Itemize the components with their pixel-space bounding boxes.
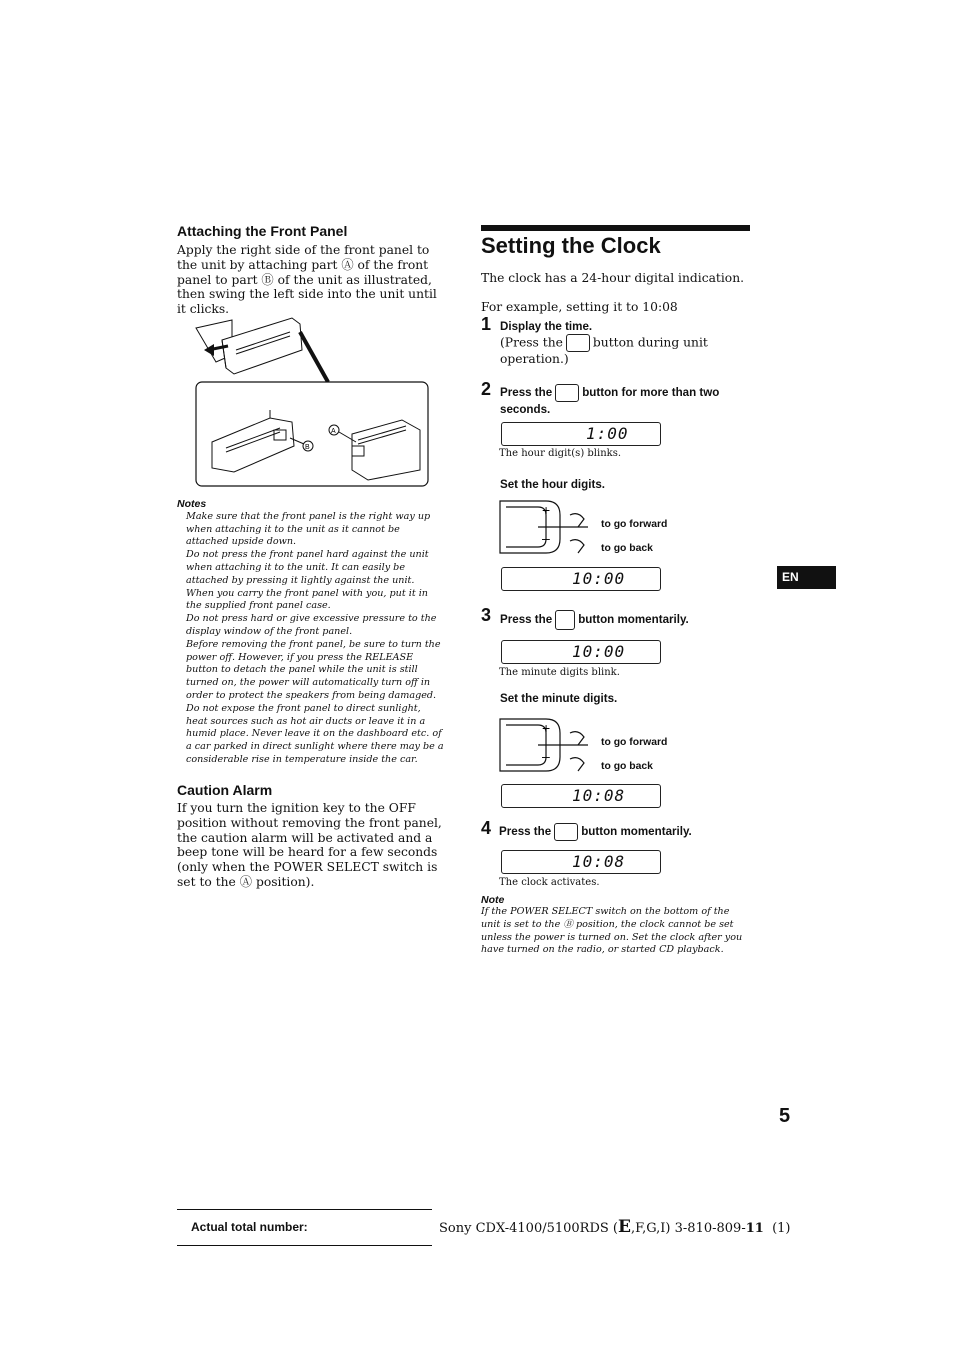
notes-block [177, 498, 445, 767]
forward-label: to go forward [601, 519, 668, 530]
note-item: When you carry the front panel with you, put it in the supplied front panel case. [186, 587, 428, 612]
notes-title: Notes [177, 498, 207, 510]
display-button-icon [555, 384, 579, 402]
note-item: Do not press the front panel hard against the unit when attaching it to the unit. It can easily be attached by pressing it lightly against the unit. [186, 549, 429, 586]
note-item: Do not expose the front panel to direct sunlight, heat sources such as hot air ducts or leave it in a humid place. Never leave it on the dashboard etc. of a car parked in direct sunlight where there may be a considerable rise in temperature inside the car. [186, 702, 444, 765]
step4-text-part: Press the [499, 825, 552, 839]
step1-detail [500, 334, 708, 367]
note-title: Note [481, 894, 505, 906]
model-text: Sony CDX-4100/5100RDS ( [439, 1221, 619, 1236]
step3-text [500, 610, 689, 630]
set-minute-label: Set the minute digits. [500, 692, 618, 705]
page-number: 5 [779, 1105, 791, 1127]
seek-control-icon [498, 715, 594, 775]
caption-activates: The clock activates. [499, 877, 600, 888]
step-number: 4 [481, 818, 492, 838]
enter-button-icon [555, 610, 575, 630]
lcd-display [501, 567, 661, 591]
page-title: Setting the Clock [481, 233, 661, 258]
lcd-display [501, 850, 661, 874]
note-body: If the POWER SELECT switch on the bottom of the unit is set to the Ⓑ position, the clock cannot be set unless the power is turned on. Set the clock after you have turned on the radio, or started CD playback. [481, 906, 743, 956]
lcd-digits: 10:08 [572, 852, 626, 871]
display-button-icon [566, 334, 590, 352]
step-number: 1 [481, 314, 492, 334]
language-tab [777, 566, 836, 589]
step3-text-part: button momentarily. [578, 613, 689, 627]
note-item: Before removing the front panel, be sure to turn the power off. However, if you press the RELEASE button to detach the panel while the unit is still turned on, the power will automatically turn off in order to protect the speakers from being damaged. [186, 638, 441, 701]
note-item: Do not press hard or give excessive pressure to the display window of the front panel. [186, 613, 437, 637]
step2-text-part: seconds. [500, 403, 551, 416]
attach-body: Apply the right side of the front panel to the unit by attaching part Ⓐ of the front panel to part Ⓑ of the unit as illustrated, then swing the left side into the unit until it clicks. [177, 243, 437, 317]
language-tab-label: EN [782, 570, 799, 584]
back-label: to go back [601, 543, 653, 554]
lcd-display [501, 784, 661, 808]
step1-text: button during unit [592, 335, 708, 350]
intro-text: The clock has a 24-hour digital indication. [481, 271, 745, 285]
svg-text:+: + [542, 720, 551, 736]
note-block [481, 894, 751, 957]
step-number: 2 [481, 379, 492, 399]
lcd-digits: 10:08 [572, 786, 626, 805]
front-panel-illustration [192, 310, 432, 490]
step1-text: operation.) [500, 352, 569, 366]
lcd-digits: 10:00 [572, 642, 626, 661]
caption-hour: The hour digit(s) blinks. [499, 448, 622, 459]
svg-text:+: + [542, 502, 551, 518]
model-line [439, 1217, 791, 1237]
lcd-display [501, 640, 661, 664]
title-rule [481, 225, 750, 231]
step1-text: (Press the [500, 335, 563, 350]
label-b: B [305, 444, 310, 451]
caution-body: If you turn the ignition key to the OFF position without removing the front panel, the caution alarm will be activated and a beep tone will be heard for a few seconds (only when the POWER SELECT switch is set to the Ⓐ position). [177, 801, 442, 889]
set-hour-label: Set the hour digits. [500, 478, 605, 491]
step4-text [499, 823, 692, 841]
svg-text:–: – [542, 748, 550, 764]
actual-total-label: Actual total number: [191, 1220, 308, 1234]
seek-control-icon [498, 497, 594, 557]
step-number: 3 [481, 605, 492, 625]
example-text: For example, setting it to 10:08 [481, 300, 678, 314]
step2-text-part: button for more than two [582, 386, 720, 400]
lcd-digits: 10:00 [572, 569, 626, 588]
model-text: ,F,G,I) 3-810-809- [630, 1221, 746, 1236]
display-button-icon [554, 823, 578, 841]
lcd-digits: 1:00 [586, 424, 629, 443]
footer-rule-top [177, 1209, 432, 1210]
step2-text [500, 384, 719, 417]
model-text: (1) [763, 1221, 791, 1236]
note-item: Make sure that the front panel is the right way up when attaching it to the unit as it cannot be attached upside down. [186, 510, 431, 548]
caption-minute: The minute digits blink. [499, 667, 620, 678]
step1-title: Display the time. [500, 320, 593, 333]
caution-title: Caution Alarm [177, 782, 273, 798]
svg-text:–: – [542, 530, 550, 546]
lcd-display [501, 422, 661, 446]
model-text: 11 [745, 1221, 764, 1236]
back-label: to go back [601, 761, 653, 772]
footer-rule-bottom [177, 1245, 432, 1246]
forward-label: to go forward [601, 737, 668, 748]
step3-text-part: Press the [500, 613, 553, 627]
model-text: E [618, 1217, 631, 1237]
label-a: A [331, 428, 336, 435]
step2-text-part: Press the [500, 386, 553, 400]
attach-title: Attaching the Front Panel [177, 223, 348, 239]
step4-text-part: button momentarily. [581, 825, 692, 839]
